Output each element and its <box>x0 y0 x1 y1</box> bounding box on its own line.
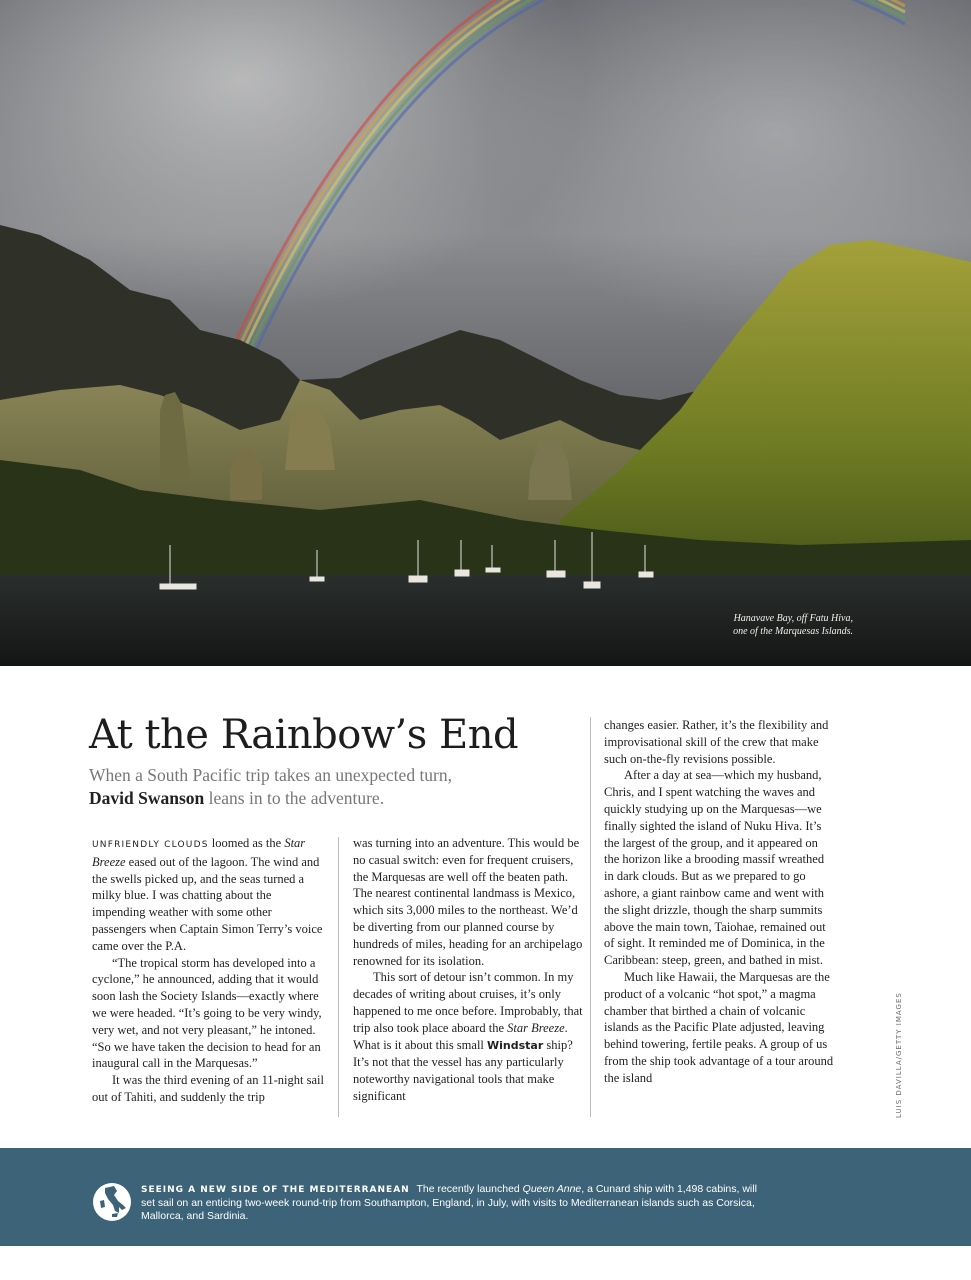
sidebar-ship-name: Queen Anne <box>522 1183 582 1195</box>
body-column-3 <box>604 717 836 1087</box>
ship-name-2: Star Breeze <box>507 1020 565 1035</box>
p1-text-b: eased out of the lagoon. The wind and the swells picked up, and the seas turned a milky blue. I was chatting about the impending weather with some other passengers when Captain Simon Terry’s voice came over the P.A. <box>92 854 323 953</box>
caption-line-2: one of the Marquesas Islands. <box>733 626 853 637</box>
paragraph-5: After a day at sea—which my husband, Chris, and I spent watching the waves and quickly studying up on the Marquesas—we finally sighted the island of Nuku Hiva. It’s the largest of the group, and it appeared on the horizon like a brooding massif wreathed in dark clouds. But as we prepared to go ashore, a giant rainbow came and went with the slight drizzle, though the sharp summits above the main town, Taiohae, remained out of sight. It reminded me of Dominica, in the Caribbean: steep, green, and bathed in mist. <box>604 768 826 968</box>
article-dek <box>89 764 549 810</box>
body-column-2 <box>353 835 583 1105</box>
dek-text-2: leans in to the adventure. <box>208 788 385 808</box>
paragraph-1 <box>92 835 324 955</box>
sidebar-text-a: The recently launched <box>416 1183 523 1195</box>
dek-text-1: When a South Pacific trip takes an unexpected turn, <box>89 765 453 785</box>
ship-name: Star Breeze <box>92 836 306 869</box>
p1-text-a: loomed as the <box>211 836 285 850</box>
paragraph-4 <box>353 969 583 1104</box>
paragraph-4-cont: changes easier. Rather, it’s the flexibility and improvisational skill of the crew that make such on-the-fly revisions possible. <box>604 718 829 766</box>
p4-text-a: This sort of detour isn’t common. In my decades of writing about cruises, it’s only happened to me once before. Improbably, that trip also took place aboard the <box>353 970 583 1035</box>
article-title: At the Rainbow’s End <box>89 712 519 758</box>
paragraph-6: Much like Hawaii, the Marquesas are the product of a volcanic “hot spot,” a magma chamber that birthed a chain of volcanic islands as the Pacific Plate adjusted, leaving behind towering, fertile peaks. A group of us from the ship took advantage of a tour around the island <box>604 969 834 1085</box>
p4-text-b: . What is it about this small <box>353 1020 568 1052</box>
caption-line-1: Hanavave Bay, off Fatu Hiva, <box>733 613 853 624</box>
paragraph-3: It was the third evening of an 11-night sail out of Tahiti, and suddenly the trip <box>92 1073 324 1104</box>
sidebar-text <box>141 1183 761 1223</box>
photo-credit: LUIS DAVILLA/GETTY IMAGES <box>895 992 903 1118</box>
body-column-1 <box>92 835 324 1106</box>
column-rule-1 <box>338 837 339 1117</box>
paragraph-2: “The tropical storm has developed into a cyclone,” he announced, adding that it would soon lash the Society Islands—exactly where we were headed. “It’s going to be very windy, very wet, and not very pleasant,” he intoned. “So we have taken the decision to head for an inaugural call in the Marquesas.” <box>92 955 322 1071</box>
p4-text-c: ship? It’s not that the vessel has any particularly noteworthy navigational tools that make significant <box>353 1037 573 1103</box>
brand-name: Windstar <box>487 1038 544 1052</box>
author-name: David Swanson <box>89 788 205 808</box>
paragraph-3-cont: was turning into an adventure. This would be no casual switch: even for frequent cruisers, the Marquesas are well off the beaten path. The nearest continental landmass is Mexico, which sits 3,000 miles to the northeast. We’d be diverting from our planned course by hundreds of miles, heading for an archipelago renowned for its isolation. <box>353 836 583 968</box>
lead-in: UNFRIENDLY CLOUDS <box>92 840 209 850</box>
sidebar-title: SEEING A NEW SIDE OF THE MEDITERRANEAN <box>141 1185 410 1195</box>
italy-map-icon <box>92 1177 132 1223</box>
photo-caption <box>653 612 853 638</box>
column-rule-2 <box>590 717 591 1117</box>
sidebar-text-b: , a Cunard ship with 1,498 cabins, will set sail on an enticing two-week round-trip from Southampton, England, in July, with visits to Mediterranean islands such as Corsica, Mallorca, and Sardinia. <box>141 1183 757 1222</box>
